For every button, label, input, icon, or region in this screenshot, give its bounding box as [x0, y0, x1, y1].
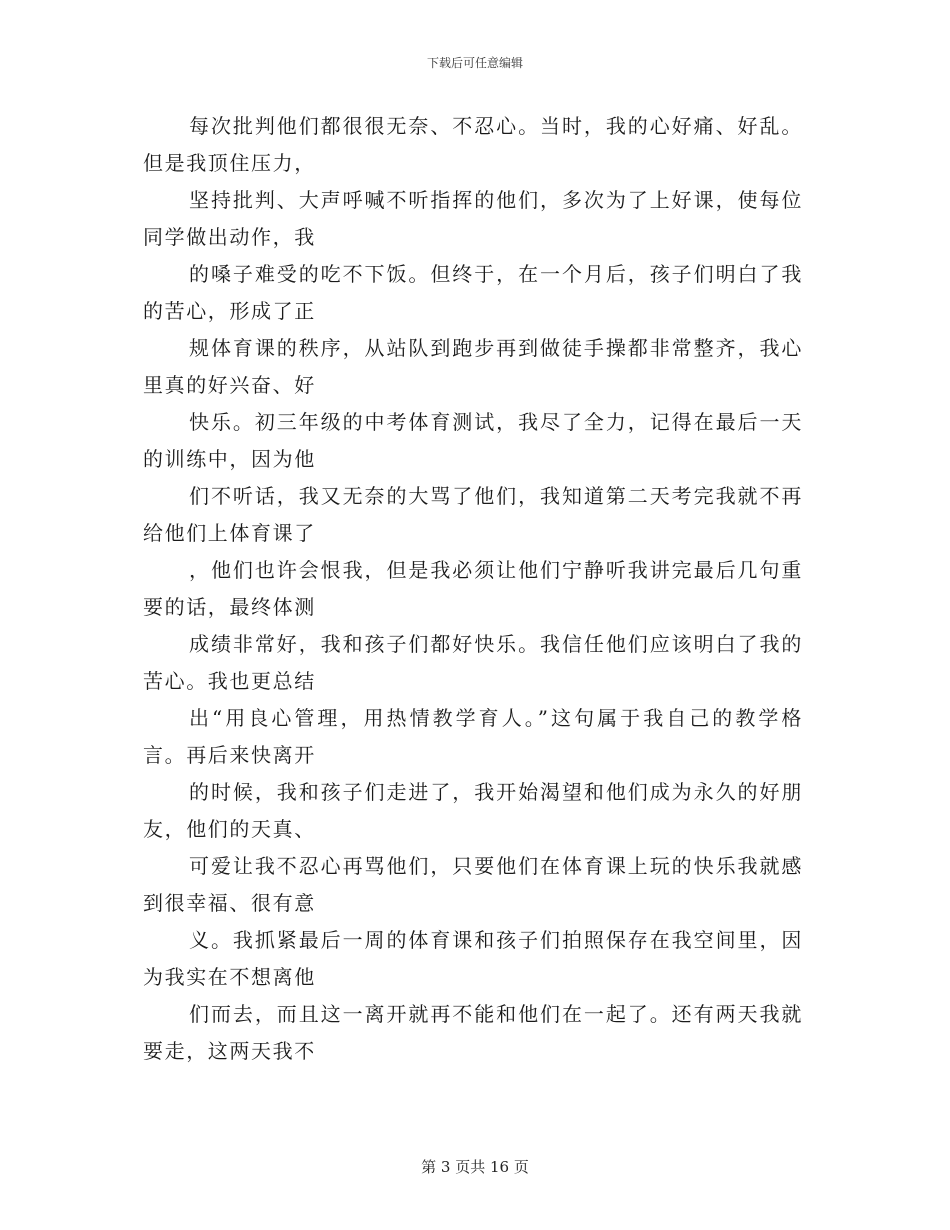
paragraph-10: 的时候，我和孩子们走进了，我开始渴望和他们成为永久的好朋友，他们的天真、 — [143, 780, 803, 841]
paragraph-13: 们而去，而且这一离开就再不能和他们在一起了。还有两天我就要走，这两天我不 — [143, 1002, 803, 1063]
document-body — [143, 108, 803, 1070]
paragraph-8: 成绩非常好，我和孩子们都好快乐。我信任他们应该明白了我的苦心。我也更总结 — [143, 632, 803, 693]
page-header-note: 下载后可任意编辑 — [426, 56, 523, 70]
paragraph-9: 出“用良心管理，用热情教学育人。”这句属于我自己的教学格言。再后来快离开 — [143, 706, 803, 767]
paragraph-12: 义。我抓紧最后一周的体育课和孩子们拍照保存在我空间里，因为我实在不想离他 — [143, 928, 803, 989]
paragraph-6: 们不听话，我又无奈的大骂了他们，我知道第二天考完我就不再给他们上体育课了 — [143, 484, 803, 545]
paragraph-5: 快乐。初三年级的中考体育测试，我尽了全力，记得在最后一天的训练中，因为他 — [143, 410, 803, 471]
paragraph-4: 规体育课的秩序，从站队到跑步再到做徒手操都非常整齐，我心里真的好兴奋、好 — [143, 336, 803, 397]
paragraph-2: 坚持批判、大声呼喊不听指挥的他们，多次为了上好课，使每位同学做出动作，我 — [143, 188, 803, 249]
page-number-footer: 第 3 页共 16 页 — [421, 1158, 529, 1176]
paragraph-11: 可爱让我不忍心再骂他们，只要他们在体育课上玩的快乐我就感到很幸福、很有意 — [143, 854, 803, 915]
paragraph-7: ，他们也许会恨我，但是我必须让他们宁静听我讲完最后几句重要的话，最终体测 — [143, 558, 803, 619]
paragraph-1: 每次批判他们都很很无奈、不忍心。当时，我的心好痛、好乱。但是我顶住压力， — [143, 114, 803, 175]
paragraph-3: 的嗓子难受的吃不下饭。但终于，在一个月后，孩子们明白了我的苦心，形成了正 — [143, 262, 803, 323]
